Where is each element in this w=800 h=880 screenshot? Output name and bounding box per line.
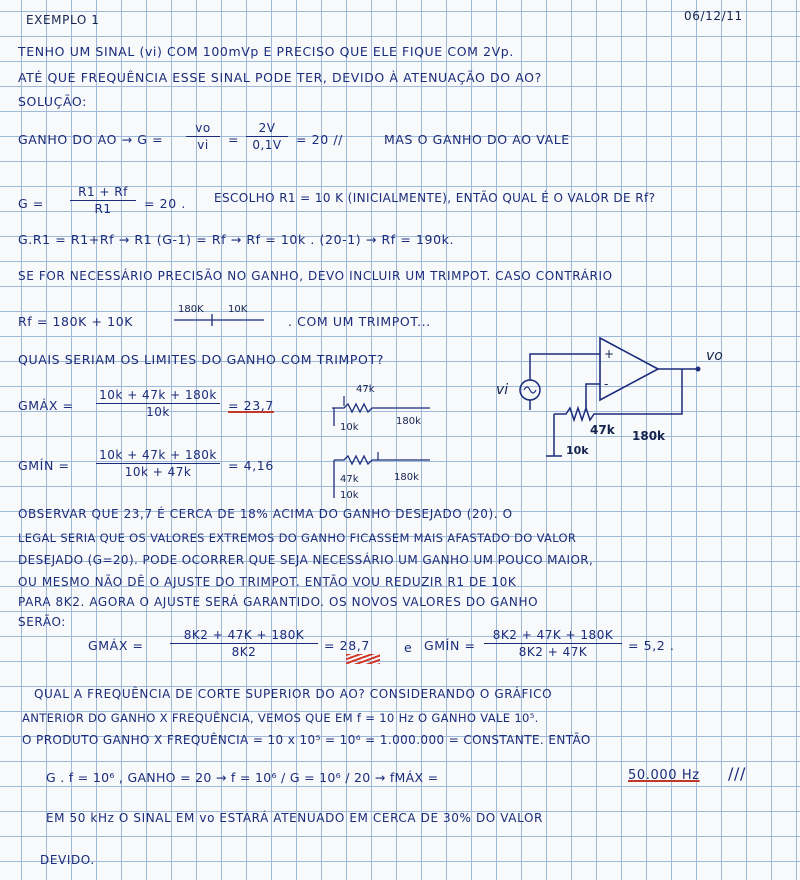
fmax-result: [628, 768, 700, 784]
rf-sketch-label-10k: 10K: [228, 304, 248, 315]
gain-frac2-den: 0,1V: [252, 138, 282, 152]
circuit-r1-label: 10k: [566, 444, 589, 457]
gmax-fraction: [96, 388, 220, 419]
gmin-den: 10k + 47k: [124, 465, 192, 479]
observation-line-5: PARA 8K2. AGORA O AJUSTE SERÁ GARANTIDO. OS NOVOS VALORES DO GANHO: [18, 595, 539, 609]
observation-line-1: OBSERVAR QUE 23,7 É CERCA DE 18% ACIMA DO GANHO DESEJADO (20). O: [18, 507, 513, 521]
final-marks: ///: [728, 764, 746, 783]
new-gmin-num: 8K2 + 47K + 180K: [484, 628, 622, 644]
freq-line-1: QUAL A FREQUÊNCIA DE CORTE SUPERIOR DO AO? CONSIDERANDO O GRÁFICO: [34, 687, 553, 701]
gain-frac1-num: vo: [186, 121, 220, 137]
trimpot-sketch-min: [330, 448, 440, 504]
gmax-den: 10k: [146, 405, 170, 419]
gmin-num: 10k + 47k + 180k: [96, 448, 220, 464]
limits-question: QUAIS SERIAM OS LIMITES DO GANHO COM TRIMPOT?: [18, 352, 384, 367]
gmin-label: GMÍN =: [18, 458, 70, 473]
gmax-result-text: = 23,7: [228, 398, 274, 413]
g-formula-num: R1 + Rf: [70, 185, 136, 201]
output-label-vo: vo: [706, 348, 723, 364]
observation-line-2: LEGAL SERIA QUE OS VALORES EXTREMOS DO GANHO FICASSEM MAIS AFASTADO DO VALOR: [18, 531, 577, 545]
new-gmax-label: GMÁX =: [88, 638, 144, 653]
noninverting-input-sign: +: [604, 347, 615, 361]
trimpot-sketch-max: [330, 378, 440, 438]
new-gmax-num: 8K2 + 47K + 180K: [170, 628, 318, 644]
gain-prefix: GANHO DO AO → G =: [18, 132, 164, 147]
g-formula-prefix: G =: [18, 196, 44, 211]
circuit-pot-label: 47k: [590, 423, 615, 437]
problem-line-2: ATÉ QUE FREQUÊNCIA ESSE SINAL PODE TER, DEVIDO À ATENUAÇÃO DO AO?: [18, 70, 542, 85]
new-gmin-den: 8K2 + 47K: [518, 645, 588, 659]
freq-line-3: O PRODUTO GANHO X FREQUÊNCIA = 10 x 10⁵ = 10⁶ = 1.000.000 = CONSTANTE. ENTÃO: [22, 733, 591, 747]
new-gmax-den: 8K2: [231, 645, 257, 659]
conclusion-line-1: EM 50 kHz O SINAL EM vo ESTARÁ ATENUADO EM CERCA DE 30% DO VALOR: [46, 811, 543, 825]
conclusion-line-2: DEVIDO.: [40, 853, 95, 867]
new-gmin-fraction: [484, 628, 622, 659]
opamp-circuit-diagram: [486, 330, 736, 470]
observation-line-6: SERÃO:: [18, 615, 66, 629]
gain-frac1-den: vi: [197, 138, 209, 152]
gain-comment: MAS O GANHO DO AO VALE: [384, 132, 570, 147]
rf-trimpot-suffix: . COM UM TRIMPOT...: [288, 314, 431, 329]
rf-calculation: G.R1 = R1+Rf → R1 (G-1) = Rf → Rf = 10k . (20-1) → Rf = 190k.: [18, 232, 455, 247]
gmin-fraction: [96, 448, 220, 479]
new-gains-conjunction: e: [404, 640, 413, 655]
sketch1-pot-label: 47k: [356, 384, 375, 395]
gmax-label: GMÁX =: [18, 398, 74, 413]
gain-fraction-1: [186, 121, 220, 152]
rf-series-sketch: [172, 302, 268, 328]
red-emphasis-mark: [346, 654, 380, 664]
g-formula-result: = 20 .: [144, 196, 186, 211]
observation-line-3: DESEJADO (G=20). PODE OCORRER QUE SEJA NECESSÁRIO UM GANHO UM POUCO MAIOR,: [18, 553, 594, 567]
sketch2-r1-label: 10k: [340, 490, 359, 501]
sketch2-pot-label: 47k: [340, 474, 359, 485]
choose-r1-text: ESCOLHO R1 = 10 K (INICIALMENTE), ENTÃO QUAL É O VALOR DE Rf?: [214, 191, 656, 205]
page-title: EXEMPLO 1: [26, 13, 100, 27]
sketch1-rf-label: 180k: [396, 416, 421, 427]
input-label-vi: vi: [496, 382, 509, 398]
gmax-result: [228, 398, 274, 414]
new-gmax-result: = 28,7: [324, 638, 370, 653]
problem-line-1: TENHO UM SINAL (vi) COM 100mVp E PRECISO QUE ELE FIQUE COM 2Vp.: [18, 44, 514, 59]
rf-sketch-label-180k: 180K: [178, 304, 204, 315]
new-gmin-label: GMÍN =: [424, 638, 476, 653]
sketch1-r1-label: 10k: [340, 422, 359, 433]
g-formula-fraction: [70, 185, 136, 216]
circuit-rf-label: 180k: [632, 429, 666, 443]
gmin-result: = 4,16: [228, 458, 274, 473]
gain-fraction-2: [246, 121, 288, 152]
new-gmax-fraction: [170, 628, 318, 659]
fmax-result-text: 50.000 Hz: [628, 768, 700, 783]
inverting-input-sign: -: [604, 377, 609, 391]
observation-line-4: OU MESMO NÃO DÊ O AJUSTE DO TRIMPOT. ENTÃO VOU REDUZIR R1 DE 10K: [18, 575, 517, 589]
gain-frac2-num: 2V: [246, 121, 288, 137]
gmax-num: 10k + 47k + 180k: [96, 388, 220, 404]
g-formula-den: R1: [94, 202, 112, 216]
date: 06/12/11: [684, 9, 743, 23]
sketch2-rf-label: 180k: [394, 472, 419, 483]
gain-result: = 20 //: [296, 132, 343, 147]
freq-calculation: G . f = 10⁶ , GANHO = 20 → f = 10⁶ / G = 10⁶ / 20 → fMÁX =: [46, 770, 439, 785]
freq-line-2: ANTERIOR DO GANHO X FREQUÊNCIA, VEMOS QUE EM f = 10 Hz O GANHO VALE 10⁵.: [22, 711, 539, 725]
new-gmin-result: = 5,2 .: [628, 638, 675, 653]
gain-equals: =: [228, 132, 240, 147]
solution-label: SOLUÇÃO:: [18, 94, 87, 109]
trimpot-note: SE FOR NECESSÁRIO PRECISÃO NO GANHO, DEVO INCLUIR UM TRIMPOT. CASO CONTRÁRIO: [18, 269, 613, 283]
rf-sum: Rf = 180K + 10K: [18, 314, 134, 329]
